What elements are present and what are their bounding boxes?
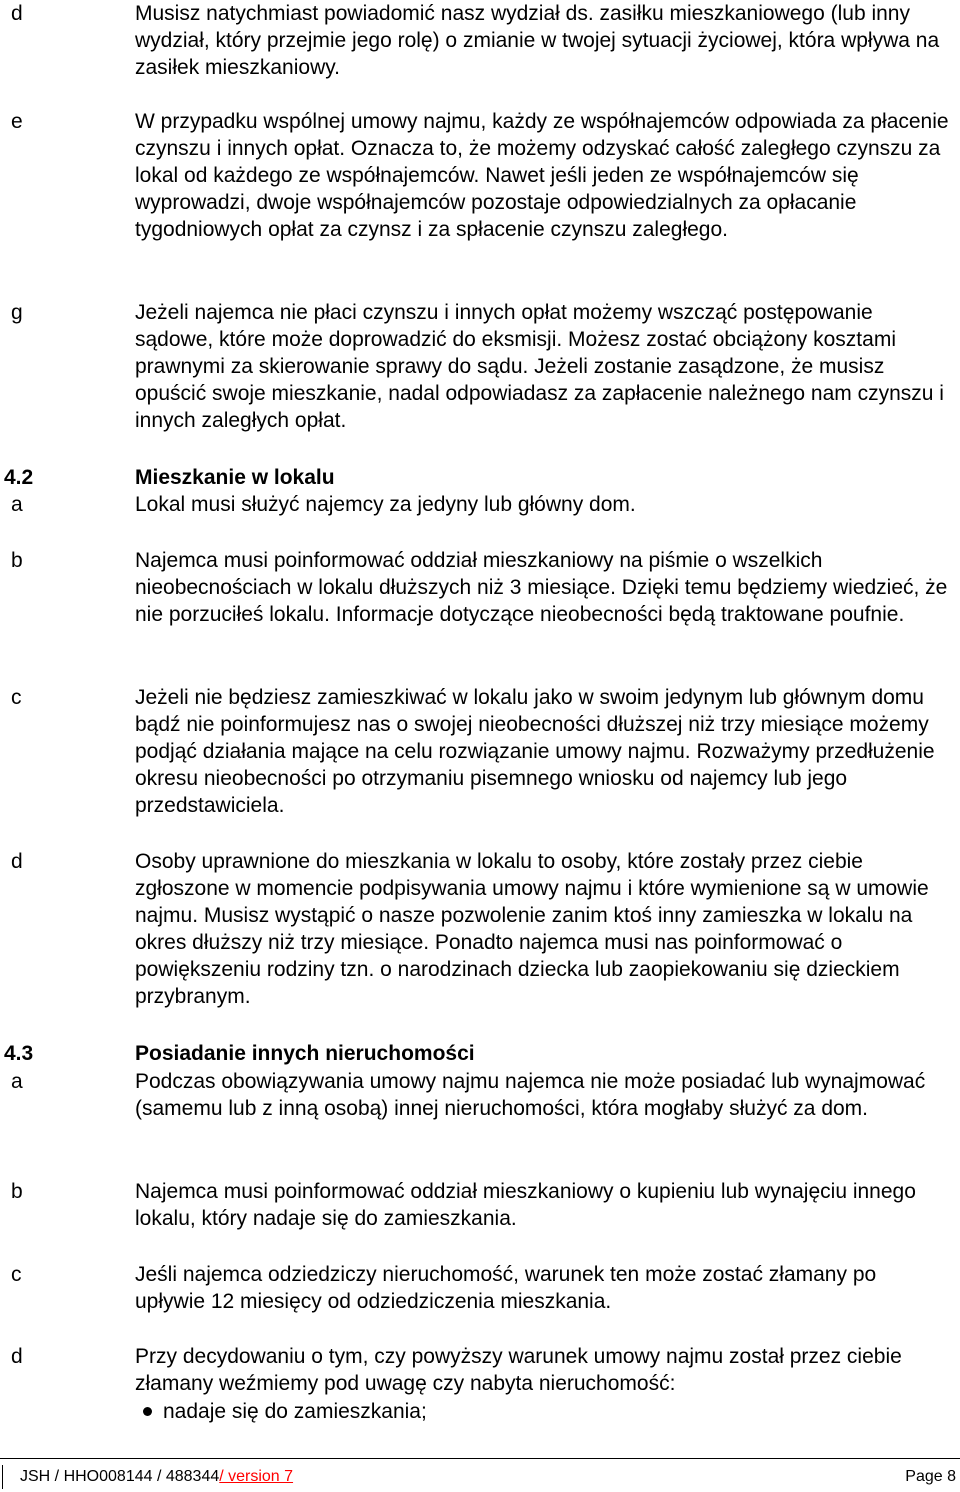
item-text: Podczas obowiązywania umowy najmu najemca nie może posiadać lub wynajmować (samemu lub z inną osobą) innej nieruchomości, która mogłaby służyć za dom. — [135, 1070, 926, 1120]
item-text: W przypadku wspólnej umowy najmu, każdy ze współnajemców odpowiada za płacenie czynszu i innych opłat. Oznacza to, że możemy odzyskać całość zaległego czynszu za lokal od każdego ze współnajemców. Nawet jeśli jeden ze współnajemców się wyprowadzi, dwoje współnajemców pozostaje odpowiedzialnych za opłacanie tygodniowych opłat za czynsz i za spłacenie czynszu zaległego. — [135, 110, 949, 241]
item-letter: b — [11, 549, 23, 572]
item-letter: c — [11, 1263, 22, 1286]
item-text: Przy decydowaniu o tym, czy powyższy warunek umowy najmu został przez ciebie złamany weźmiemy pod uwagę czy nabyta nieruchomość: — [135, 1345, 902, 1395]
doc-reference: JSH / HHO008144 / 488344 — [20, 1468, 220, 1485]
item-letter: g — [11, 301, 23, 324]
item-letter: d — [11, 850, 23, 873]
section-number: 4.3 — [4, 1042, 34, 1065]
item-letter: c — [11, 686, 22, 709]
item-letter: d — [11, 2, 23, 25]
item-letter: a — [11, 493, 23, 516]
bullet-icon — [143, 1407, 152, 1416]
item-letter: a — [11, 1070, 23, 1093]
item-text: Najemca musi poinformować oddział mieszkaniowy o kupieniu lub wynajęciu innego lokalu, który nadaje się do zamieszkania. — [135, 1180, 916, 1230]
section-number: 4.2 — [4, 466, 34, 489]
bullet-text: nadaje się do zamieszkania; — [163, 1400, 427, 1423]
item-letter: d — [11, 1345, 23, 1368]
item-letter: b — [11, 1180, 23, 1203]
page-number: Page 8 — [905, 1468, 956, 1485]
item-text: Jeżeli nie będziesz zamieszkiwać w lokalu jako w swoim jedynym lub głównym domu bądź nie poinformujesz nas o swojej nieobecności dłuższej niż trzy miesiące możemy podjąć działania mające na celu rozwiązanie umowy najmu. Rozważymy przedłużenie okresu nieobecności po otrzymaniu pisemnego wniosku od najemcy lub jego przedstawiciela. — [135, 686, 935, 817]
item-text: Najemca musi poinformować oddział mieszkaniowy na piśmie o wszelkich nieobecnościach w lokalu dłuższych niż 3 miesiące. Dzięki temu będziemy wiedzieć, że nie porzuciłeś lokalu. Informacje dotyczące nieobecności będą traktowane poufnie. — [135, 549, 948, 626]
item-text: Osoby uprawnione do mieszkania w lokalu to osoby, które zostały przez ciebie zgłoszone w momencie podpisywania umowy najmu i które wymienione są w umowie najmu. Musisz wystąpić o nasze pozwolenie zanim ktoś inny zamieszka w lokalu na okres dłuższy niż trzy miesiące. Ponadto najemca musi nas poinformować o powiększeniu rodziny tzn. o narodzinach dziecka lub zaopiekowaniu się dzieckiem przybranym. — [135, 850, 929, 1008]
item-text: Musisz natychmiast powiadomić nasz wydział ds. zasiłku mieszkaniowego (lub inny wydział, który przejmie jego rolę) o zmianie w twojej sytuacji życiowej, która wpływa na zasiłek mieszkaniowy. — [135, 2, 940, 79]
section-title: Posiadanie innych nieruchomości — [135, 1042, 475, 1065]
footer-doc-ref — [20, 1466, 293, 1488]
version-label: / version 7 — [219, 1468, 294, 1485]
revision-bar — [2, 1465, 3, 1489]
item-text: Lokal musi służyć najemcy za jedyny lub główny dom. — [135, 493, 636, 516]
section-title: Mieszkanie w lokalu — [135, 466, 335, 489]
footer-divider — [0, 1458, 960, 1459]
item-letter: e — [11, 110, 23, 133]
item-text: Jeżeli najemca nie płaci czynszu i innych opłat możemy wszcząć postępowanie sądowe, które może doprowadzić do eksmisji. Możesz zostać obciążony kosztami prawnymi za skierowanie sprawy do sądu. Jeżeli zostanie zasądzone, że musisz opuścić swoje mieszkanie, nadal odpowiadasz za zapłacenie należnego nam czynszu i innych zaległych opłat. — [135, 301, 944, 432]
item-text: Jeśli najemca odziedziczy nieruchomość, warunek ten może zostać złamany po upływie 12 miesięcy od odziedziczenia mieszkania. — [135, 1263, 877, 1313]
